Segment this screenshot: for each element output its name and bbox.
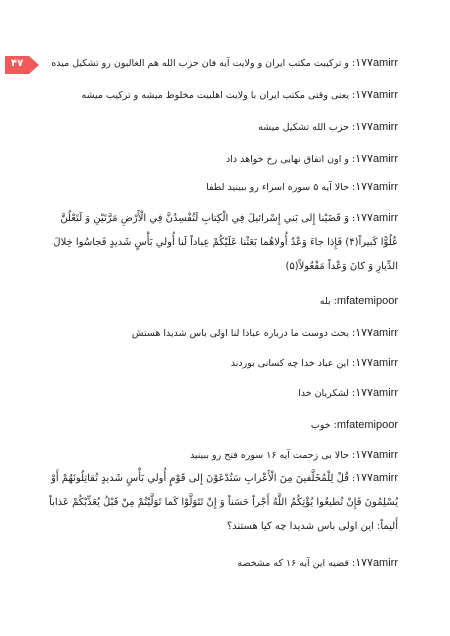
message-username: ١٧٧amirr — [355, 121, 398, 133]
chat-message: ١٧٧amirr: حالا آیه ۵ سوره اسراء رو ببینید لطفا — [206, 181, 398, 193]
chat-message: ١٧٧amirr: لشکریان خدا — [298, 387, 398, 399]
chat-message: ١٧٧amirr: و اون اتفاق نهایی رخ خواهد داد — [225, 153, 398, 165]
chat-message: ١٧٧amirr: قضیه این آیه ۱۶ که مشخصه — [237, 557, 398, 569]
message-username: mfatemipoor — [336, 295, 398, 307]
message-username: ١٧٧amirr — [355, 327, 398, 339]
chat-message: ١٧٧amirr: یعنی وقتی مکتب ایران با ولایت اهلبیت مخلوط میشه و ترکیب میشه — [81, 89, 398, 101]
message-text: قُلْ لِلْمُخَلَّفينَ مِنَ الْأَعْرابِ سَتُدْعَوْنَ إِلى‏ قَوْمٍ أُولي‏ بَأْسٍ شَديدٍ تُقاتِلُونَهُمْ أَوْ يُسْلِمُونَ فَإِنْ تُطيعُوا يُؤْتِكُمُ اللَّهُ أَجْراً حَسَناً وَ إِنْ تَتَوَلَّوْا كَما تَوَلَّيْتُمْ مِنْ قَبْلُ يُعَذِّبْكُمْ عَذاباً أَليماً: این اولی باس شدیدا چه کیا هستند؟ — [49, 473, 398, 532]
message-text: یعنی وقتی مکتب ایران با ولایت اهلبیت مخلوط میشه و ترکیب میشه — [81, 90, 349, 101]
chat-message: ١٧٧amirr: حالا بی زحمت آیه ۱۶ سوره فتح رو ببینید — [189, 449, 398, 461]
message-text: قضیه این آیه ۱۶ که مشخصه — [237, 558, 349, 569]
chat-message: mfatemipoor: بله — [319, 295, 398, 307]
chat-message: mfatemipoor: خوب — [310, 419, 398, 431]
chat-message: ١٧٧amirr: و ترکیبت مکتب ایران و ولایت آیه فان حزب الله هم الغالبون رو تشکیل میده — [51, 57, 398, 69]
message-username: ١٧٧amirr — [355, 357, 398, 369]
message-username: mfatemipoor — [336, 419, 398, 431]
message-text: و ترکیبت مکتب ایران و ولایت آیه فان حزب الله هم الغالبون رو تشکیل میده — [51, 58, 349, 69]
message-text: حالا بی زحمت آیه ۱۶ سوره فتح رو ببینید — [189, 450, 349, 461]
message-username: ١٧٧amirr — [355, 449, 398, 461]
message-username: ١٧٧amirr — [355, 89, 398, 101]
message-username: ١٧٧amirr — [355, 472, 398, 484]
chat-message-quran: ١٧٧amirr: وَ قَضَيْنا إِلى‏ بَني‏ إِسْرائيلَ فِي الْكِتابِ لَتُفْسِدُنَّ فِي الْأَرْضِ مَرَّتَيْنِ وَ لَتَعْلُنَّ عُلُوًّا كَبيراً(۴) فَإِذا جاءَ وَعْدُ أُولاهُما بَعَثْنا عَلَيْكُمْ عِباداً لَنا أُولي‏ بَأْسٍ شَديدٍ فَجاسُوا خِلالَ الدِّيارِ وَ كانَ وَعْداً مَفْعُولاً(۵) — [53, 212, 398, 272]
message-username: ١٧٧amirr — [355, 181, 398, 193]
message-text: خوب — [310, 420, 331, 431]
message-text: بحث دوست ما درباره عبادا لنا اولی باس شدیدا هستش — [131, 328, 349, 339]
message-text: حزب الله تشکیل میشه — [258, 122, 349, 133]
message-username: ١٧٧amirr — [355, 57, 398, 69]
chat-message: ١٧٧amirr: بحث دوست ما درباره عبادا لنا اولی باس شدیدا هستش — [131, 327, 398, 339]
message-username: ١٧٧amirr — [355, 387, 398, 399]
chat-message-quran: ١٧٧amirr: قُلْ لِلْمُخَلَّفينَ مِنَ الْأَعْرابِ سَتُدْعَوْنَ إِلى‏ قَوْمٍ أُولي‏ بَأْسٍ شَديدٍ تُقاتِلُونَهُمْ أَوْ يُسْلِمُونَ فَإِنْ تُطيعُوا يُؤْتِكُمُ اللَّهُ أَجْراً حَسَناً وَ إِنْ تَتَوَلَّوْا كَما تَوَلَّيْتُمْ مِنْ قَبْلُ يُعَذِّبْكُمْ عَذاباً أَليماً: این اولی باس شدیدا چه کیا هستند؟ — [49, 472, 398, 532]
chat-message: ١٧٧amirr: این عباد خدا چه کسانی بوردند — [230, 357, 398, 369]
message-username: ١٧٧amirr — [355, 153, 398, 165]
message-text: حالا آیه ۵ سوره اسراء رو ببینید لطفا — [206, 182, 349, 193]
page-number-badge — [5, 56, 39, 74]
message-text: بله — [319, 296, 331, 307]
message-text: این عباد خدا چه کسانی بوردند — [230, 358, 349, 369]
page-number: ۴۷ — [11, 58, 24, 69]
message-text: لشکریان خدا — [298, 388, 349, 399]
chat-message: ١٧٧amirr: حزب الله تشکیل میشه — [258, 121, 398, 133]
message-text: وَ قَضَيْنا إِلى‏ بَني‏ إِسْرائيلَ فِي الْكِتابِ لَتُفْسِدُنَّ فِي الْأَرْضِ مَرَّتَيْنِ وَ لَتَعْلُنَّ عُلُوًّا كَبيراً(۴) فَإِذا جاءَ وَعْدُ أُولاهُما بَعَثْنا عَلَيْكُمْ عِباداً لَنا أُولي‏ بَأْسٍ شَديدٍ فَجاسُوا خِلالَ الدِّيارِ وَ كانَ وَعْداً مَفْعُولاً(۵) — [53, 213, 398, 272]
message-text: و اون اتفاق نهایی رخ خواهد داد — [225, 154, 349, 165]
message-username: ١٧٧amirr — [355, 212, 398, 224]
message-username: ١٧٧amirr — [355, 557, 398, 569]
